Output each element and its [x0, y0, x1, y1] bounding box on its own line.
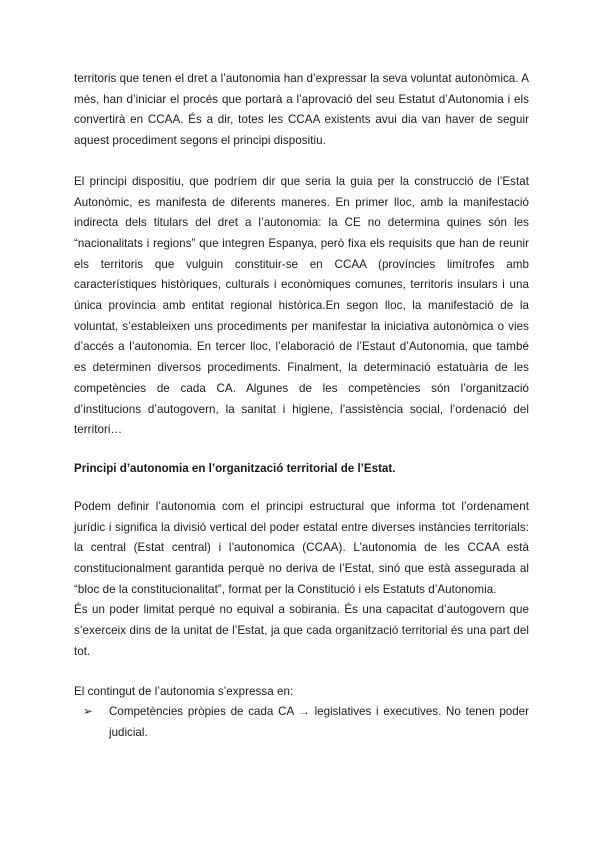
- arrow-bullet-icon: ➢: [83, 705, 93, 719]
- body-paragraph: territoris que tenen el dret a l’autonomia han d’expressar la seva voluntat autonòmica. A més, han d’iniciar el procés que portarà a l’aprovació del seu Estatut d’Autonomia i els convertirà en CCAA. És a dir, totes les CCAA existents avui dia van haver de seguir aquest procediment segons el principi dispositiu.: [74, 72, 529, 148]
- list-item: [74, 702, 529, 743]
- section-heading: Principi d’autonomia en l’organització territorial de l’Estat.: [74, 461, 396, 475]
- body-paragraph: El contingut de l’autonomia s’expressa en:: [74, 684, 294, 698]
- body-paragraph: És un poder limitat perquè no equival a sobirania. És una capacitat d’autogovern que s’exerceix dins de la unitat de l’Estat, ja que cada organització territorial és una part del tot.: [74, 603, 529, 658]
- list-item-text: Competències pròpies de cada CA → legislatives i executives. No tenen poder judicial.: [109, 705, 529, 739]
- bullet-list: [74, 702, 529, 743]
- body-paragraph: El principi dispositiu, que podríem dir que seria la guia per la construcció de l’Estat Autonòmic, es manifesta de diferents maneres. En primer lloc, amb la manifestació indirecta dels titulars del dret a l’autonomia: la CE no determina quines són les “nacionalitats i regions” que integren Espanya, però fixa els requisits que han de reunir els territoris que vulguin constituir-se en CCAA (províncies limítrofes amb característiques històriques, culturals i econòmiques comunes, territoris insulars i una única província amb entitat regional històrica.En segon lloc, la manifestació de la voluntat, s’estableixen uns procediments per manifestar la iniciativa autonòmica o vies d’accés a l’autonomia. En tercer lloc, l’elaboració de l’Estaut d’Autonomia, que també es determinen diversos procediments. Finalment, la determinació estatuària de les competències de cada CA. Algunes de les competències són l’organització d’institucions d’autogovern, la sanitat i higiene, l’assistència social, l’ordenació del territori…: [74, 174, 529, 437]
- body-paragraph: Podem definir l’autonomia com el principi estructural que informa tot l’ordenament jurídic i significa la divisió vertical del poder estatal entre diverses instàncies territorials: la central (Estat central) i l’autonomica (CCAA). L’autonomia de les CCAA està constitucionalment garantida perquè no deriva de l’Estat, sinó que està assegurada al “bloc de la constitucionalitat”, format per la Constitució i els Estatuts d’Autonomia.: [74, 499, 529, 596]
